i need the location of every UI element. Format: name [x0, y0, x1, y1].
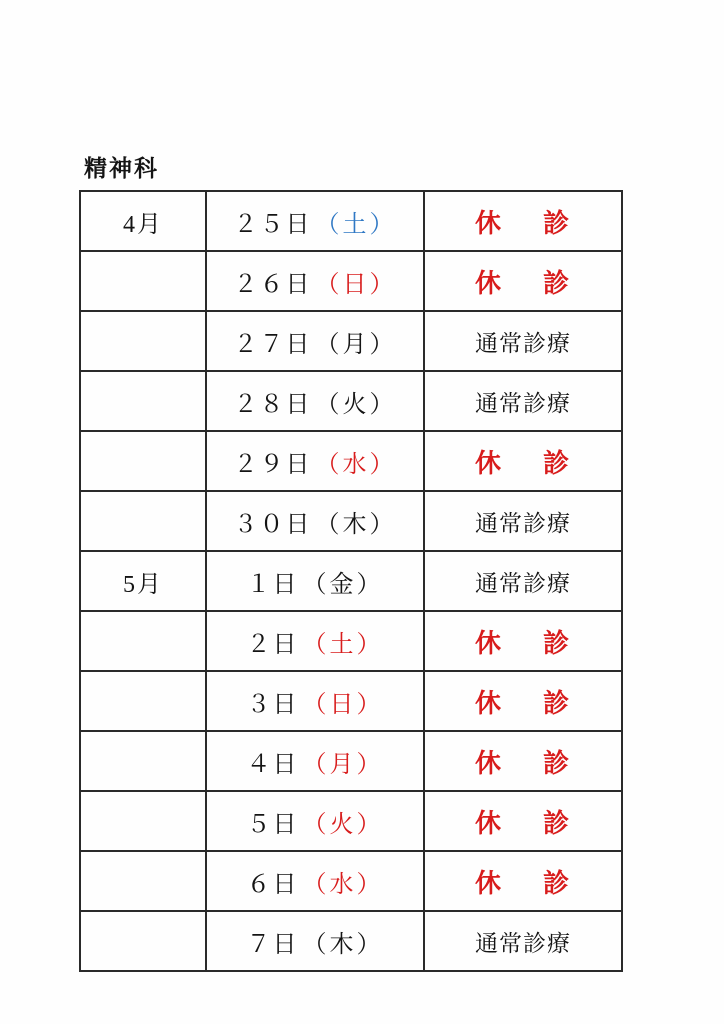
weekday-label: （土）: [302, 631, 384, 658]
month-cell: [80, 611, 206, 671]
status-cell: [424, 911, 622, 971]
month-cell: [80, 311, 206, 371]
status-badge: 休 診: [474, 868, 577, 899]
day-number: ２７日: [233, 331, 312, 358]
day-number: ６日: [246, 871, 299, 898]
status-cell: [424, 251, 622, 311]
day-number: ２６日: [233, 271, 312, 298]
status-badge: 休 診: [474, 688, 577, 719]
month-cell: [80, 491, 206, 551]
schedule-table: [79, 190, 623, 972]
day-cell: [206, 311, 424, 371]
status-badge: 通常診療: [475, 330, 571, 356]
day-cell: [206, 671, 424, 731]
table-row: [80, 851, 622, 911]
status-badge: 休 診: [474, 628, 577, 659]
table-row: [80, 731, 622, 791]
month-cell: [80, 431, 206, 491]
status-badge: 通常診療: [475, 930, 571, 956]
weekday-label: （火）: [315, 391, 397, 418]
day-cell: [206, 731, 424, 791]
status-cell: [424, 311, 622, 371]
status-badge: 休 診: [474, 208, 577, 239]
weekday-label: （水）: [302, 871, 384, 898]
schedule-table-body: [80, 191, 622, 971]
month-cell: [80, 911, 206, 971]
status-cell: [424, 551, 622, 611]
table-row: [80, 911, 622, 971]
table-row: [80, 791, 622, 851]
weekday-label: （日）: [302, 691, 384, 718]
month-cell: [80, 191, 206, 251]
status-badge: 休 診: [474, 748, 577, 779]
weekday-label: （日）: [315, 271, 397, 298]
status-cell: [424, 491, 622, 551]
weekday-label: （水）: [315, 451, 397, 478]
status-badge: 通常診療: [475, 570, 571, 596]
table-row: [80, 311, 622, 371]
month-cell: [80, 851, 206, 911]
day-number: ２日: [246, 631, 299, 658]
status-cell: [424, 671, 622, 731]
month-cell: [80, 251, 206, 311]
day-number: ３日: [246, 691, 299, 718]
weekday-label: （土）: [315, 211, 397, 238]
status-cell: [424, 371, 622, 431]
day-number: ３０日: [233, 511, 312, 538]
weekday-label: （月）: [315, 331, 397, 358]
table-row: [80, 371, 622, 431]
status-badge: 通常診療: [475, 390, 571, 416]
day-cell: [206, 491, 424, 551]
weekday-label: （木）: [315, 511, 397, 538]
month-cell: [80, 371, 206, 431]
month-label: 5月: [123, 571, 163, 598]
day-cell: [206, 371, 424, 431]
status-cell: [424, 191, 622, 251]
weekday-label: （月）: [302, 751, 384, 778]
status-badge: 休 診: [474, 448, 577, 479]
day-cell: [206, 791, 424, 851]
day-number: ５日: [246, 811, 299, 838]
day-cell: [206, 191, 424, 251]
day-number: ２５日: [233, 211, 312, 238]
day-number: ４日: [246, 751, 299, 778]
day-cell: [206, 911, 424, 971]
status-cell: [424, 431, 622, 491]
status-badge: 通常診療: [475, 510, 571, 536]
table-row: [80, 251, 622, 311]
weekday-label: （金）: [302, 571, 384, 598]
table-row: [80, 551, 622, 611]
status-cell: [424, 851, 622, 911]
table-row: [80, 491, 622, 551]
day-cell: [206, 251, 424, 311]
month-cell: [80, 671, 206, 731]
day-cell: [206, 851, 424, 911]
status-badge: 休 診: [474, 268, 577, 299]
table-row: [80, 671, 622, 731]
status-cell: [424, 791, 622, 851]
day-cell: [206, 551, 424, 611]
day-number: ２９日: [233, 451, 312, 478]
table-row: [80, 431, 622, 491]
page-title: 精神科: [84, 156, 159, 182]
day-cell: [206, 611, 424, 671]
month-cell: [80, 551, 206, 611]
status-badge: 休 診: [474, 808, 577, 839]
month-label: 4月: [123, 211, 163, 238]
day-number: ２８日: [233, 391, 312, 418]
table-row: [80, 191, 622, 251]
status-cell: [424, 731, 622, 791]
month-cell: [80, 791, 206, 851]
day-cell: [206, 431, 424, 491]
weekday-label: （木）: [302, 931, 384, 958]
status-cell: [424, 611, 622, 671]
table-row: [80, 611, 622, 671]
weekday-label: （火）: [302, 811, 384, 838]
day-number: １日: [246, 571, 299, 598]
month-cell: [80, 731, 206, 791]
day-number: ７日: [246, 931, 299, 958]
